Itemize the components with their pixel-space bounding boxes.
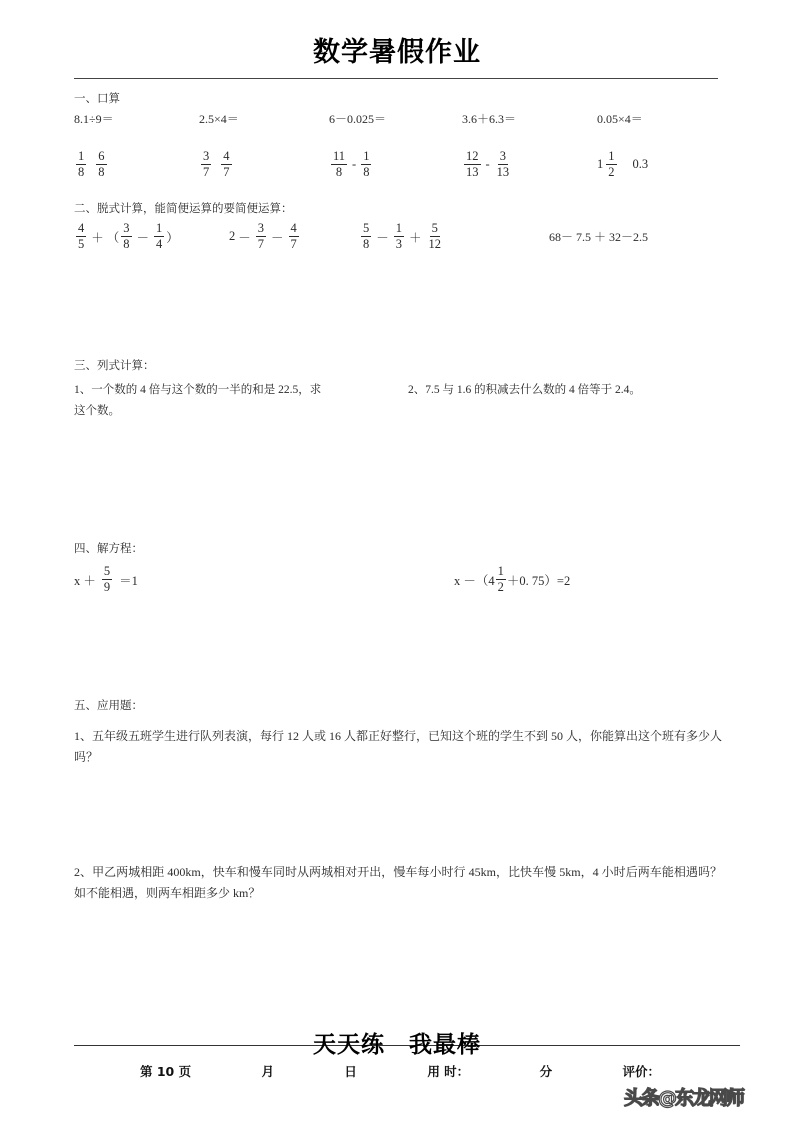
minute-label: 分 — [539, 1064, 553, 1079]
mixed-number: 1 $\frac{1}{2}$ — [597, 149, 615, 180]
oral-problem: 0.05×4＝ — [597, 112, 643, 126]
oral-problem: 6－0.025＝ — [329, 112, 387, 126]
section-3-question-1-line-2: 这个数。 — [74, 405, 120, 417]
section-2-row — [74, 222, 724, 251]
section-5-question-1: 1、五年级五班学生进行队列表演，每行 12 人或 16 人都正好整行，已知这个班的学生不到 50 人，你能算出这个班有多少人吗？ — [74, 729, 723, 764]
footer-meta-row — [140, 1062, 660, 1080]
header-divider — [74, 78, 718, 79]
fraction: $\frac{1}{2}$ — [608, 149, 615, 180]
operator: - — [485, 157, 490, 172]
expression-problem-3 — [359, 222, 494, 251]
fraction-problem — [329, 150, 462, 179]
fraction: $\frac{3}{13}$ — [496, 149, 510, 180]
section-5-heading: 五、应用题： — [74, 700, 143, 712]
watermark: 头条@东龙网师 — [624, 1087, 744, 1109]
section-4-row — [74, 565, 724, 594]
section-5-question-2: 2、甲乙两城相距 400km，快车和慢车同时从两城相对开出，慢车每小时行 45km，比快车慢 5km，4 小时后两车能相遇吗？如不能相遇，则两车相距多少 km？ — [74, 865, 722, 900]
section-4-heading: 四、解方程： — [74, 543, 143, 555]
fraction: $\frac{5}{8}$ — [363, 221, 370, 252]
left-paren: （ — [106, 230, 120, 245]
expression-problem-4: 68－ 7.5 ＋ 32－2.5 — [549, 230, 649, 245]
section-1-row-2 — [74, 150, 724, 179]
oral-problem: 8.1÷9＝ — [74, 112, 114, 126]
page-number-label: 第 10 页 — [140, 1064, 192, 1079]
fraction: $\frac{1}{8}$ — [363, 149, 370, 180]
expression-problem-1 — [74, 222, 229, 251]
section-3-question-2: 2、7.5 与 1.6 的积减去什么数的 4 倍等于 2.4。 — [408, 384, 641, 396]
rating-label: 评价： — [622, 1064, 660, 1079]
equation-lead: x ＋ — [74, 573, 96, 588]
lead-number: 2 — [229, 229, 236, 244]
operator: ＋ — [409, 230, 422, 245]
fraction: $\frac{3}{7}$ — [257, 221, 265, 252]
day-label: 日 — [344, 1064, 357, 1079]
equation-problem-2 — [454, 565, 570, 594]
fraction-problem — [462, 150, 597, 179]
section-3-heading: 三、列式计算： — [74, 360, 155, 372]
fraction-problem — [74, 150, 199, 179]
fraction: $\frac{12}{13}$ — [466, 149, 479, 180]
time-used-label: 用 时： — [427, 1064, 470, 1079]
right-paren: ） — [166, 230, 179, 245]
equation-tail: ＝1 — [119, 573, 138, 588]
footer-slogan: 天天练 我最棒 — [313, 1032, 481, 1058]
oral-problem: 2.5×4＝ — [199, 112, 239, 126]
equation-lead: x －（4 — [454, 573, 495, 588]
fraction: $\frac{5}{12}$ — [428, 221, 442, 252]
operator: － — [136, 230, 150, 245]
section-3-question-1-line-1: 1、一个数的 4 倍与这个数的一半的和是 22.5，求 — [74, 384, 322, 396]
fraction-problem — [199, 150, 329, 179]
fraction: $\frac{3}{8}$ — [123, 221, 130, 252]
fraction: $\frac{4}{7}$ — [290, 221, 297, 252]
oral-problem: 3.6＋6.3＝ — [462, 112, 517, 126]
fraction: $\frac{1}{4}$ — [156, 221, 163, 252]
operator: － — [376, 230, 389, 245]
operator: － — [238, 230, 251, 245]
fraction: $\frac{1}{8}$ — [78, 149, 85, 180]
operator: ＋ — [91, 230, 104, 245]
fraction: $\frac{1}{2}$ — [497, 564, 504, 595]
fraction: $\frac{4}{5}$ — [78, 221, 85, 252]
fraction: $\frac{11}{8}$ — [333, 149, 346, 180]
section-1-row-1 — [74, 110, 724, 127]
fraction: $\frac{3}{7}$ — [203, 149, 210, 180]
decimal-value: 0.3 — [632, 157, 649, 172]
fraction: $\frac{1}{3}$ — [395, 221, 403, 252]
fraction: $\frac{5}{9}$ — [103, 564, 111, 595]
section-2-heading: 二、脱式计算，能简便运算的要简便运算： — [74, 203, 293, 215]
page-title: 数学暑假作业 — [313, 37, 481, 68]
expression-problem-2 — [229, 222, 359, 251]
operator: － — [271, 230, 284, 245]
fraction: $\frac{4}{7}$ — [223, 149, 230, 180]
equation-tail: ＋0. 75）=2 — [506, 573, 571, 588]
month-label: 月 — [261, 1064, 275, 1079]
equation-problem-1 — [74, 565, 454, 594]
fraction: $\frac{6}{8}$ — [98, 149, 105, 180]
section-1-heading: 一、口算 — [74, 93, 120, 105]
operator: - — [352, 157, 357, 172]
mixed-number-problem — [597, 150, 648, 179]
